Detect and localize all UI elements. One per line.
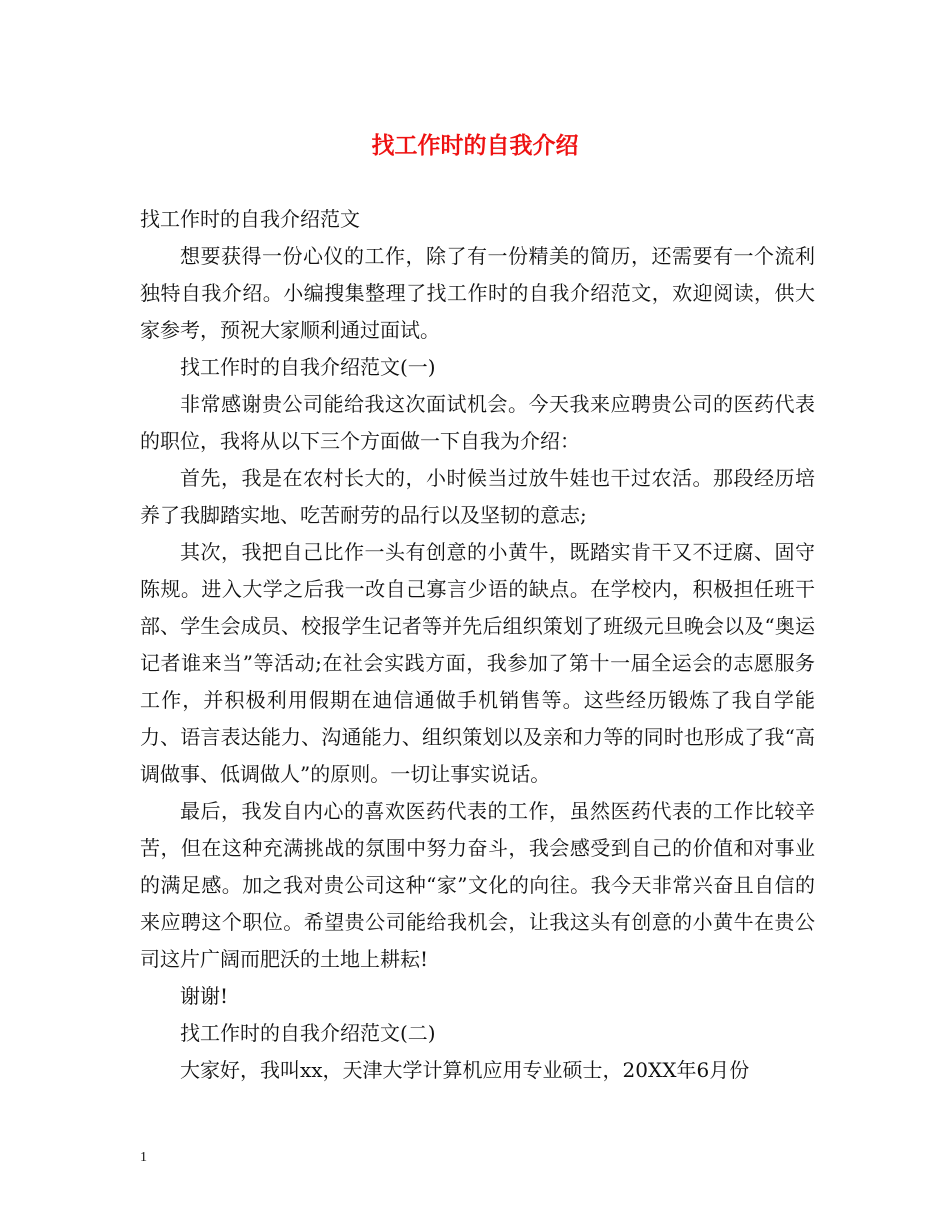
page-number: 1 [140, 1150, 147, 1165]
body-paragraph: 大家好，我叫xx，天津大学计算机应用专业硕士，20XX年6月份 [180, 1058, 750, 1082]
document-body [140, 201, 815, 1089]
intro-paragraph: 想要获得一份心仪的工作，除了有一份精美的简历，还需要有一个流利独特自我介绍。小编搜集整理了找工作时的自我介绍范文，欢迎阅读，供大家参考，预祝大家顺利通过面试。 [140, 244, 815, 342]
document-title: 找工作时的自我介绍 [371, 132, 579, 159]
subtitle-paragraph: 找工作时的自我介绍范文 [140, 207, 360, 231]
body-paragraph: 非常感谢贵公司能给我这次面试机会。今天我来应聘贵公司的医药代表的职位，我将从以下三个方面做一下自我为介绍： [140, 392, 815, 453]
section-heading-two: 找工作时的自我介绍范文(二) [180, 1021, 436, 1045]
section-heading-one: 找工作时的自我介绍范文(一) [180, 355, 436, 379]
body-paragraph: 其次，我把自己比作一头有创意的小黄牛，既踏实肯干又不迂腐、固守陈规。进入大学之后我一改自己寡言少语的缺点。在学校内，积极担任班干部、学生会成员、校报学生记者等并先后组织策划了班级元旦晚会以及“奥运记者谁来当”等活动;在社会实践方面，我参加了第十一届全运会的志愿服务工作，并积极利用假期在迪信通做手机销售等。这些经历锻炼了我自学能力、语言表达能力、沟通能力、组织策划以及亲和力等的同时也形成了我“高调做事、低调做人”的原则。一切让事实说话。 [140, 540, 815, 786]
body-paragraph: 首先，我是在农村长大的，小时候当过放牛娃也干过农活。那段经历培养了我脚踏实地、吃苦耐劳的品行以及坚韧的意志; [140, 466, 815, 527]
thanks-paragraph: 谢谢! [180, 984, 229, 1008]
body-paragraph: 最后，我发自内心的喜欢医药代表的工作，虽然医药代表的工作比较辛苦，但在这种充满挑战的氛围中努力奋斗，我会感受到自己的价值和对事业的满足感。加之我对贵公司这种“家”文化的向往。我今天非常兴奋且自信的来应聘这个职位。希望贵公司能给我机会，让我这头有创意的小黄牛在贵公司这片广阔而肥沃的土地上耕耘! [140, 799, 815, 971]
